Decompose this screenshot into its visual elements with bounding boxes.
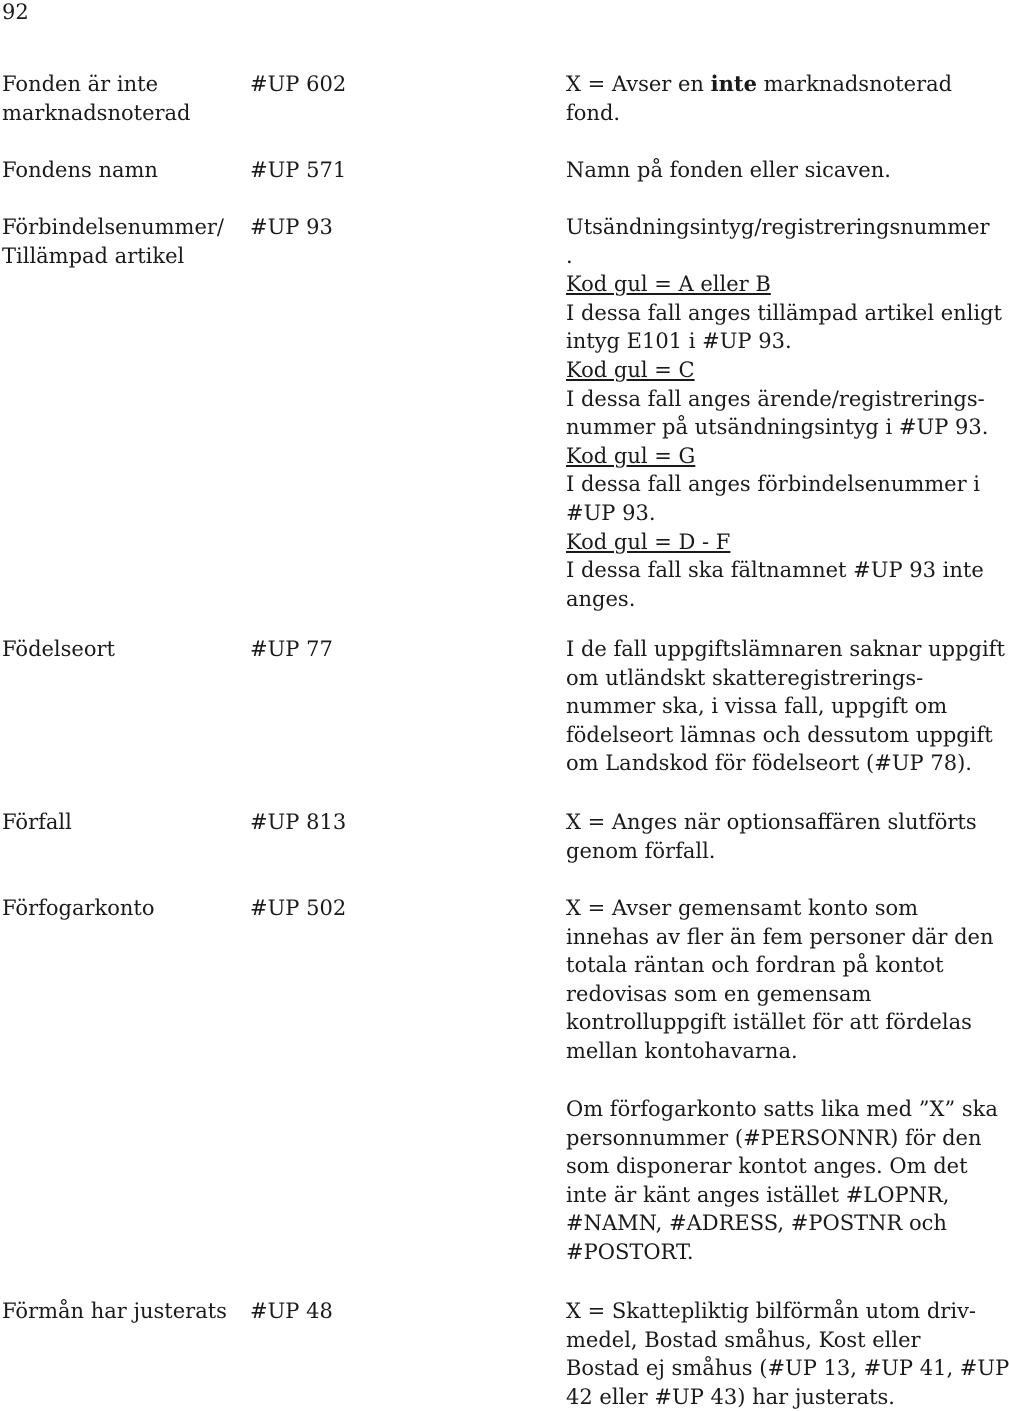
field-code: #UP 502 bbox=[250, 896, 347, 920]
description-continued bbox=[566, 1095, 998, 1267]
desc-line: I de fall uppgiftslämnaren saknar uppgift bbox=[566, 637, 1005, 661]
page-number: 92 bbox=[2, 0, 29, 24]
term-fondens-namn bbox=[2, 156, 242, 185]
desc-line: 42 eller #UP 43) har justerats. bbox=[566, 1384, 895, 1409]
desc-line: Om förfogarkonto satts lika med ”X” ska bbox=[566, 1097, 998, 1121]
term-line: Förbindelsenummer/ bbox=[2, 215, 224, 239]
desc-line: innehas av fler än fem personer där den bbox=[566, 924, 994, 949]
field-code: #UP 77 bbox=[250, 637, 333, 661]
kod-gul-heading: Kod gul = G bbox=[566, 443, 696, 468]
desc-line: I dessa fall ska fältnamnet #UP 93 inte bbox=[566, 558, 984, 583]
description bbox=[566, 70, 958, 127]
description bbox=[566, 213, 1002, 613]
description bbox=[566, 808, 977, 865]
desc-line: X = Skattepliktig bilförmån utom driv- bbox=[566, 1299, 977, 1323]
desc-line: I dessa fall anges förbindelsenummer i bbox=[566, 472, 981, 497]
term-fodelseort bbox=[2, 635, 242, 664]
term-line: Fondens namn bbox=[2, 158, 158, 182]
desc-line: nummer på utsändningsintyg i #UP 93. bbox=[566, 415, 989, 440]
desc-line: totala räntan och fordran på kontot bbox=[566, 953, 944, 978]
desc-line: om utländskt skatteregistrerings- bbox=[566, 665, 924, 690]
desc-line: intyg E101 i #UP 93. bbox=[566, 329, 792, 354]
desc-line: anges. bbox=[566, 586, 636, 611]
term-line: Förfogarkonto bbox=[2, 896, 155, 920]
term-line: Fonden är inte bbox=[2, 72, 159, 96]
desc-line: Utsändningsintyg/registreringsnummer bbox=[566, 215, 990, 239]
desc-line bbox=[566, 70, 958, 99]
desc-line: genom förfall. bbox=[566, 838, 716, 863]
description bbox=[566, 894, 994, 1066]
field-code: #UP 602 bbox=[250, 72, 347, 96]
term-forman-har-justerats bbox=[2, 1297, 242, 1326]
desc-emphasis: inte bbox=[710, 71, 757, 96]
desc-line: #POSTORT. bbox=[566, 1239, 694, 1264]
desc-line: mellan kontohavarna. bbox=[566, 1038, 798, 1063]
desc-line: . bbox=[566, 243, 573, 268]
term-line: Förfall bbox=[2, 810, 72, 834]
kod-gul-heading: Kod gul = C bbox=[566, 357, 695, 382]
desc-line: kontrolluppgift istället för att fördelas bbox=[566, 1010, 972, 1035]
term-forfall bbox=[2, 808, 242, 837]
field-code: #UP 48 bbox=[250, 1299, 333, 1323]
desc-line: #NAMN, #ADRESS, #POSTNR och bbox=[566, 1211, 947, 1236]
desc-line: X = Avser gemensamt konto som bbox=[566, 896, 919, 920]
desc-line: födelseort lämnas och dessutom uppgift bbox=[566, 722, 993, 747]
description bbox=[566, 1297, 1009, 1411]
description bbox=[566, 156, 958, 185]
desc-line: redovisas som en gemensam bbox=[566, 981, 872, 1006]
desc-line: som disponerar kontot anges. Om det bbox=[566, 1154, 968, 1179]
term-line: Förmån har justerats bbox=[2, 1299, 227, 1323]
desc-line: #UP 93. bbox=[566, 500, 656, 525]
field-code: #UP 93 bbox=[250, 215, 333, 239]
desc-line: om Landskod för födelseort (#UP 78). bbox=[566, 751, 972, 776]
kod-gul-heading: Kod gul = A eller B bbox=[566, 272, 771, 297]
description bbox=[566, 635, 1005, 778]
field-code: #UP 571 bbox=[250, 158, 347, 182]
term-line: Födelseort bbox=[2, 637, 115, 661]
desc-text: X = Avser en bbox=[566, 72, 711, 96]
desc-line: I dessa fall anges ärende/registrerings- bbox=[566, 386, 985, 411]
term-line: Tillämpad artikel bbox=[2, 243, 185, 268]
desc-line: X = Anges när optionsaffären slutförts bbox=[566, 810, 977, 834]
desc-line: inte är känt anges istället #LOPNR, bbox=[566, 1182, 950, 1207]
term-line: marknadsnoterad bbox=[2, 100, 191, 125]
desc-text: marknadsnoterad bbox=[756, 72, 953, 96]
desc-line: personnummer (#PERSONNR) för den bbox=[566, 1125, 982, 1150]
desc-line: nummer ska, i vissa fall, uppgift om bbox=[566, 694, 948, 719]
field-code: #UP 813 bbox=[250, 810, 347, 834]
desc-line: I dessa fall anges tillämpad artikel enligt bbox=[566, 300, 1002, 325]
term-forfogarkonto bbox=[2, 894, 242, 923]
desc-line: fond. bbox=[566, 100, 621, 125]
term-forbindelsenummer bbox=[2, 213, 242, 270]
desc-line: medel, Bostad småhus, Kost eller bbox=[566, 1327, 921, 1352]
desc-line: Bostad ej småhus (#UP 13, #UP 41, #UP bbox=[566, 1356, 1009, 1381]
desc-line: Namn på fonden eller sicaven. bbox=[566, 158, 891, 182]
kod-gul-heading: Kod gul = D - F bbox=[566, 529, 731, 554]
term-fonden-ar-inte-marknadsnoterad bbox=[2, 70, 242, 127]
